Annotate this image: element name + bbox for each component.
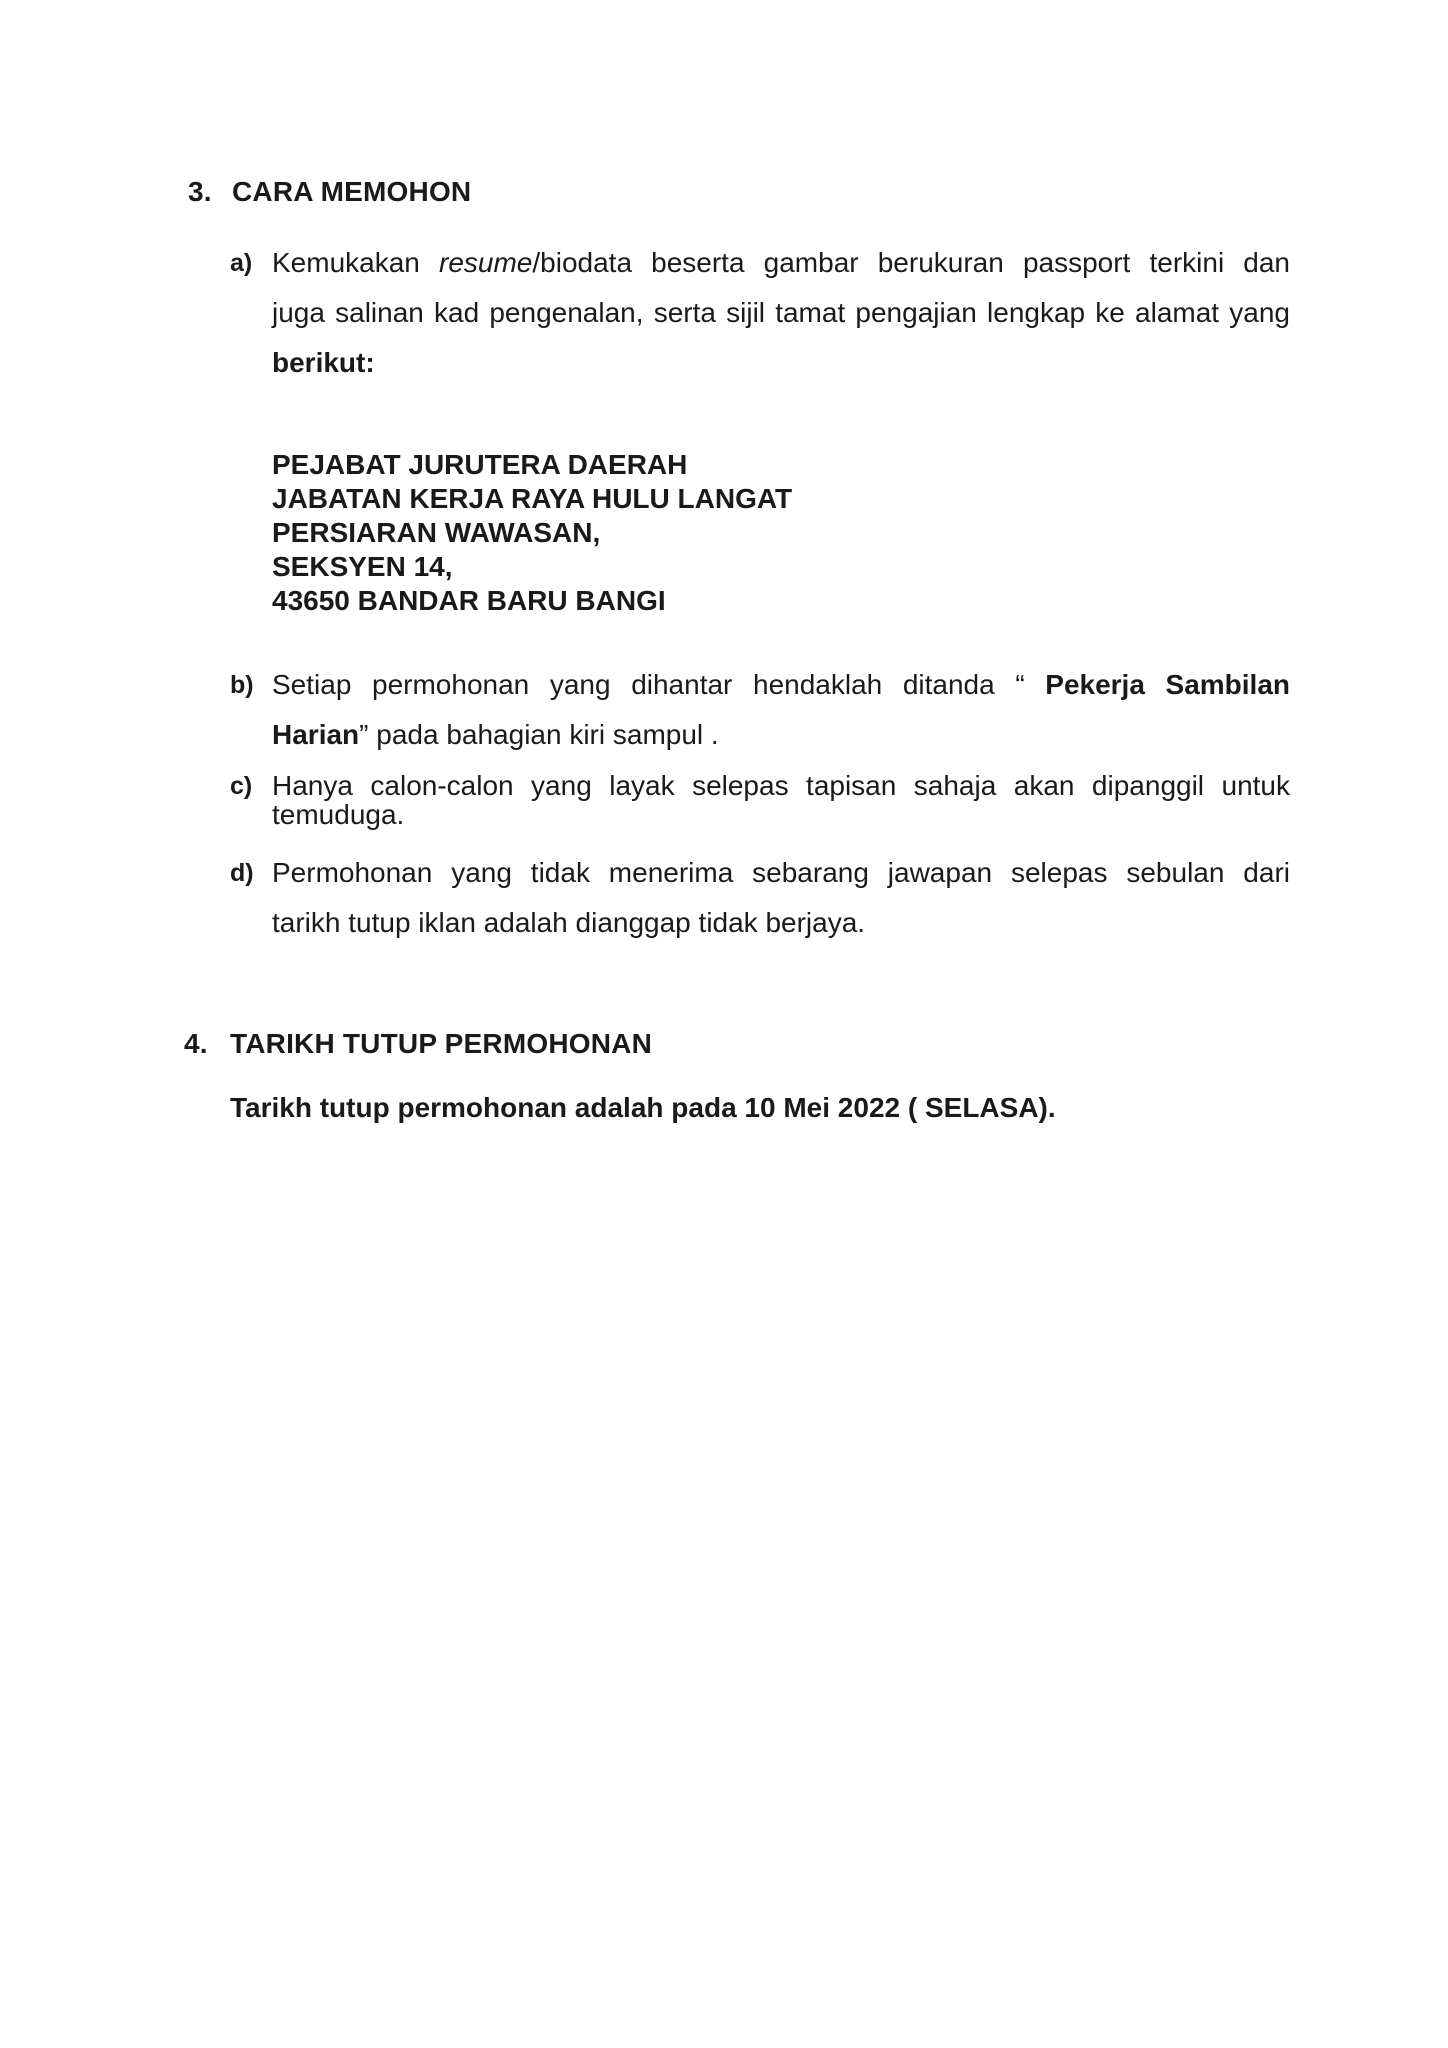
item-d-line-2: tarikh tutup iklan adalah dianggap tidak berjaya. (272, 907, 866, 938)
item-a-text-italic: resume (439, 247, 533, 278)
item-b-line-1 (272, 660, 1290, 710)
address-line-3: PERSIARAN WAWASAN, (272, 517, 601, 548)
item-a-line-1 (272, 238, 1290, 288)
item-b-text-bold: Pekerja Sambilan (1045, 669, 1291, 700)
section-4-heading (184, 1028, 652, 1060)
item-c-line-2: temuduga. (272, 799, 405, 830)
section-3-title: CARA MEMOHON (232, 176, 472, 207)
item-b-line-2 (272, 710, 1290, 760)
item-a-text-post: /biodata beserta gambar berukuran passport terkini dan (532, 247, 1291, 278)
item-a-label: a) (230, 249, 253, 277)
item-c-body (272, 761, 1290, 832)
item-b-label: b) (230, 671, 254, 699)
item-a-line-2: juga salinan kad pengenalan, serta sijil tamat pengajian lengkap ke alamat yang (272, 297, 1290, 328)
item-a-body (272, 238, 1290, 388)
section-4-number: 4. (184, 1028, 208, 1059)
item-b-body (272, 660, 1290, 760)
address-line-4: SEKSYEN 14, (272, 551, 453, 582)
item-b-text-pre: Setiap permohonan yang dihantar hendaklah ditanda “ (272, 669, 1025, 700)
item-a-line-3: berikut: (272, 347, 375, 378)
item-d-line-1: Permohonan yang tidak menerima sebarang jawapan selepas sebulan dari (272, 857, 1290, 888)
address-line-2: JABATAN KERJA RAYA HULU LANGAT (272, 483, 793, 514)
section-3-heading (188, 176, 471, 208)
item-c-line-1: Hanya calon-calon yang layak selepas tapisan sahaja akan dipanggil untuk (272, 770, 1290, 801)
item-a-text-pre: Kemukakan (272, 247, 439, 278)
address-line-1: PEJABAT JURUTERA DAERAH (272, 449, 688, 480)
item-b-text-post: ” pada bahagian kiri sampul . (359, 719, 719, 750)
item-b-text-bold-2: Harian (272, 719, 360, 750)
section-3-number: 3. (188, 176, 212, 207)
section-4-title: TARIKH TUTUP PERMOHONAN (230, 1028, 653, 1059)
item-c-label: c) (230, 772, 253, 800)
item-d-body (272, 848, 1290, 948)
closing-date-statement: Tarikh tutup permohonan adalah pada 10 Mei 2022 ( SELASA). (230, 1092, 1056, 1123)
address-block (272, 448, 792, 618)
address-line-5: 43650 BANDAR BARU BANGI (272, 585, 666, 616)
item-d-label: d) (230, 859, 254, 887)
